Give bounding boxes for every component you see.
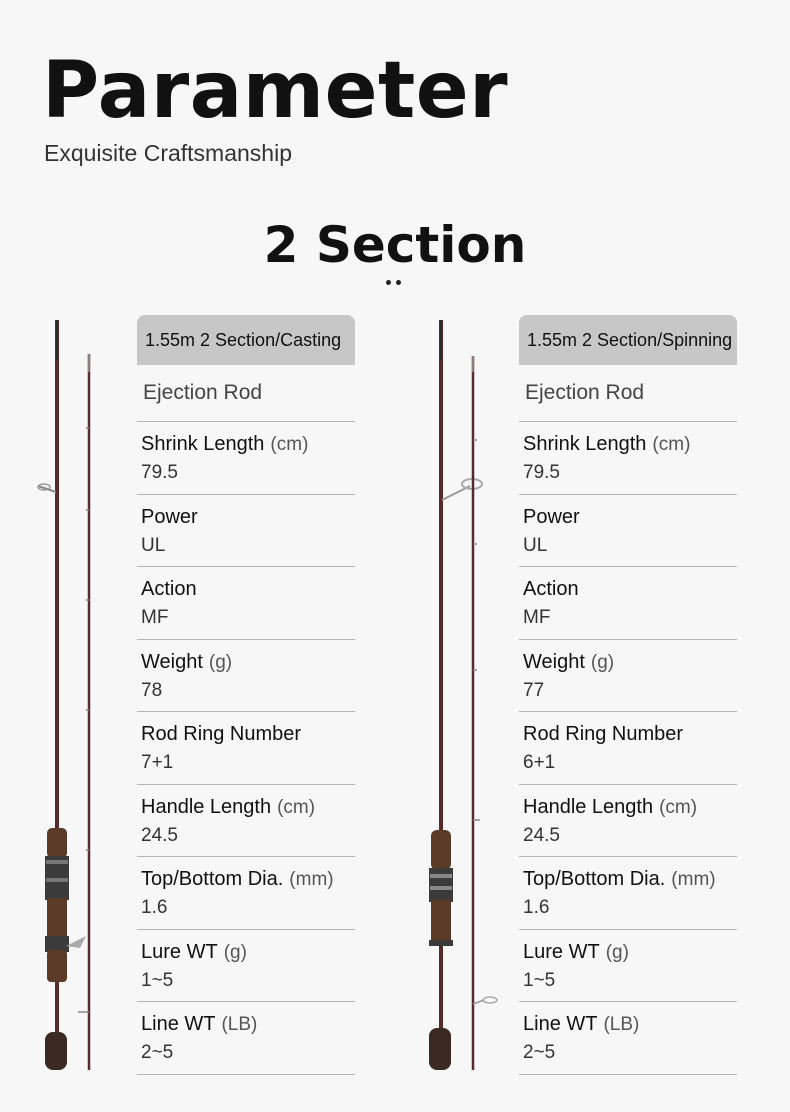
page-title: Parameter [42,46,509,136]
spec-unit: (g) [590,651,615,673]
spec-label: Line WT [141,1013,216,1035]
spec-unit: (g) [208,651,233,673]
spec-unit: (g) [223,941,247,963]
spec-value: 1~5 [523,969,556,991]
spec-row-rod-ring-number [519,712,737,785]
spec-row-shrink-length [519,422,737,495]
spinning-rod-image [429,320,497,1070]
spec-label: Power [523,505,580,528]
spec-label: Line WT [523,1013,598,1035]
table-header: 1.55m 2 Section/Spinning [519,315,737,365]
spec-label: Lure WT [141,940,218,963]
spec-label: Power [141,505,198,528]
spec-value: 78 [141,679,163,701]
spec-unit: (mm) [289,869,334,890]
spec-value: MF [141,607,169,628]
spec-row-handle-length [519,785,737,858]
spec-value: UL [523,534,548,556]
spec-label: Handle Length [141,795,272,818]
spec-row-top-bottom-dia [137,857,355,930]
spec-unit: (mm) [671,869,716,890]
spec-label: Rod Ring Number [141,723,302,745]
spec-row-power [137,495,355,568]
spec-value: 7+1 [141,752,174,773]
spec-unit: (cm) [277,796,316,818]
spec-row-line-wt [519,1002,737,1075]
spec-label: Shrink Length [523,433,647,455]
spec-value: UL [141,534,166,556]
spec-row-weight [519,640,737,713]
spec-row-handle-length [137,785,355,858]
spec-row-rod-ring-number [137,712,355,785]
spec-table-spinning [519,315,737,1075]
spec-value: 2~5 [141,1042,174,1063]
spec-label: Shrink Length [141,433,265,455]
spec-label: Weight [523,650,585,673]
spec-label: Action [523,578,579,600]
spec-unit: (cm) [270,434,309,455]
spec-row-line-wt [137,1002,355,1075]
spec-label: Weight [141,650,203,673]
spec-label: Handle Length [523,795,654,818]
spec-value: 6+1 [523,752,556,773]
spec-unit: (LB) [603,1014,640,1035]
table-header: 1.55m 2 Section/Casting [137,315,355,365]
spec-label: Top/Bottom Dia. [141,868,284,890]
spec-label: Action [141,578,197,600]
spec-row-lure-wt [519,930,737,1003]
spec-unit: (cm) [652,434,691,455]
spec-row-weight [137,640,355,713]
spec-label: Top/Bottom Dia. [523,868,666,890]
spec-row-shrink-length [137,422,355,495]
spec-value: MF [523,607,551,628]
spec-row-action [519,567,737,640]
spec-row-power [519,495,737,568]
spec-value: 79.5 [523,462,560,483]
spec-row-lure-wt [137,930,355,1003]
spec-value: 24.5 [523,824,560,846]
spec-unit: (LB) [221,1014,258,1035]
spec-value: 1.6 [523,897,550,918]
spec-unit: (g) [605,941,629,963]
spec-table-casting [137,315,355,1075]
spec-value: 2~5 [523,1042,556,1063]
casting-rod-image [38,320,89,1070]
spec-value: 1~5 [141,969,174,991]
table-subheader: Ejection Rod [137,365,355,422]
spec-value: 77 [523,679,545,701]
page-subtitle: Exquisite Craftsmanship [44,140,292,166]
spec-value: 1.6 [141,897,168,918]
spec-unit: (cm) [659,796,698,818]
section-title: 2 Section [263,216,527,274]
spec-label: Lure WT [523,940,600,963]
spec-row-action [137,567,355,640]
spec-value: 79.5 [141,462,178,483]
table-subheader: Ejection Rod [519,365,737,422]
spec-label: Rod Ring Number [523,723,684,745]
spec-row-top-bottom-dia [519,857,737,930]
spec-value: 24.5 [141,824,178,846]
